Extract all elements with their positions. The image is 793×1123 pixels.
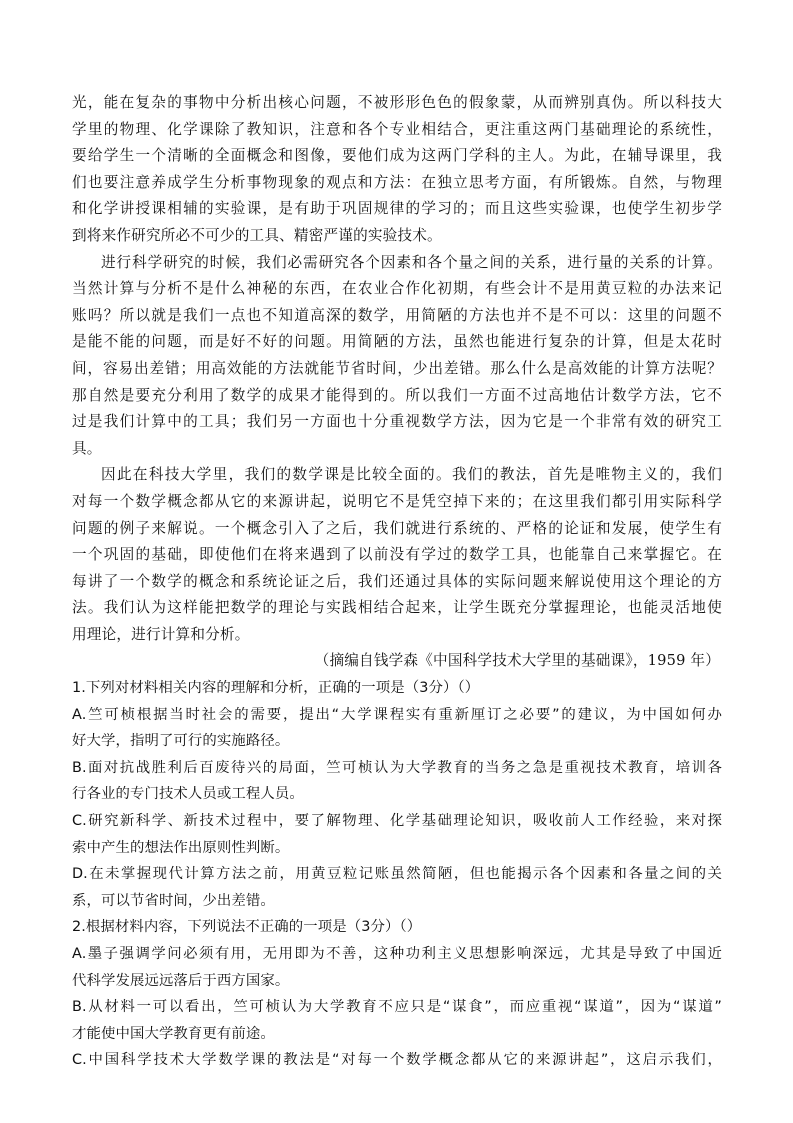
option-c-line: C.研究新科学、新技术过程中，要了解物理、化学基础理论知识，吸收前人工作经验，来对探 bbox=[72, 813, 722, 830]
option-c-line: C.中国科学技术大学数学课的教法是“对每一个数学概念都从它的来源讲起”，这启示我们， bbox=[72, 1052, 722, 1069]
question-1 bbox=[72, 675, 722, 914]
option-b-line: B.从材料一可以看出，竺可桢认为大学教育不应只是“谋食”，而应重视“谋道”，因为“谋道” bbox=[72, 999, 722, 1016]
text-line: 到将来作研究所必不可少的工具、精密严谨的实验技术。 bbox=[72, 226, 442, 244]
text-line: 每讲了一个数学的概念和系统论证之后，我们还通过具体的实际问题来解说使用这个理论的方 bbox=[72, 572, 722, 590]
text-line: 要给学生一个清晰的全面概念和图像，要他们成为这两门学科的主人。为此，在辅导课里，我 bbox=[72, 147, 722, 165]
document-page bbox=[72, 90, 722, 1074]
option-a-line: A.墨子强调学问必须有用，无用即为不善，这种功利主义思想影响深远，尤其是导致了中国近 bbox=[72, 946, 722, 962]
option-a-line: A.竺可桢根据当时社会的需要，提出“大学课程实有重新厘订之必要”的建议，为中国如何办 bbox=[72, 706, 722, 723]
text-line: 账吗？所以就是我们一点也不知道高深的数学，用简陋的方法也并不是不可以：这里的问题不 bbox=[72, 306, 722, 324]
option-b-line: 才能使中国大学教育更有前途。 bbox=[72, 1025, 275, 1042]
option-a-line: 好大学，指明了可行的实施路径。 bbox=[72, 733, 290, 750]
option-d-line: 系，可以节省时间，少出差错。 bbox=[72, 892, 275, 909]
text-line: 那自然是要充分利用了数学的成果才能得到的。所以我们一方面不过高地估计数学方法，它不 bbox=[72, 386, 722, 404]
paragraph-2 bbox=[72, 250, 722, 463]
text-line: 当然计算与分析不是什么神秘的东西，在农业合作化初期，有些会计不是用黄豆粒的办法来记 bbox=[72, 280, 722, 298]
option-b-line: 行各业的专门技术人员或工程人员。 bbox=[72, 786, 304, 803]
option-d-line: D.在未掌握现代计算方法之前，用黄豆粒记账虽然简陋，但也能揭示各个因素和各量之间的关 bbox=[72, 866, 722, 883]
option-c-line: 索中产生的想法作出原则性判断。 bbox=[72, 839, 290, 856]
text-line: 具。 bbox=[72, 439, 102, 457]
paragraph-3 bbox=[72, 462, 722, 648]
paragraph-1 bbox=[72, 90, 722, 250]
text-line: 进行科学研究的时候，我们必需研究各个因素和各个量之间的关系，进行量的关系的计算。 bbox=[101, 253, 722, 271]
text-line: 对每一个数学概念都从它的来源讲起，说明它不是凭空掉下来的；在这里我们都引用实际科学 bbox=[72, 492, 722, 510]
text-line: 间，容易出差错；用高效能的方法就能节省时间，少出差错。那么什么是高效能的计算方法呢？ bbox=[72, 359, 722, 377]
question-stem: 2.根据材料内容，下列说法不正确的一项是（3分）（） bbox=[72, 919, 422, 936]
text-line: 和化学讲授课相辅的实验课，是有助于巩固规律的学习的；而且这些实验课，也使学生初步学 bbox=[72, 200, 722, 218]
question-2 bbox=[72, 914, 722, 1074]
text-line: 因此在科技大学里，我们的数学课是比较全面的。我们的教法，首先是唯物主义的，我们 bbox=[101, 466, 722, 484]
text-line: 学里的物理、化学课除了教知识，注意和各个专业相结合，更注重这两门基础理论的系统性， bbox=[72, 120, 722, 138]
text-line: 们也要注意养成学生分析事物现象的观点和方法：在独立思考方面，有所锻炼。自然，与物理 bbox=[72, 173, 722, 191]
text-line: 是能不能的问题，而是好不好的问题。用简陋的方法，虽然也能进行复杂的计算，但是太花时 bbox=[72, 333, 722, 351]
text-line: 一个巩固的基础，即使他们在将来遇到了以前没有学过的数学工具，也能靠自己来掌握它。在 bbox=[72, 546, 722, 564]
text-line: 过是我们计算中的工具；我们另一方面也十分重视数学方法，因为它是一个非常有效的研究工 bbox=[72, 413, 722, 431]
text-line: 问题的例子来解说。一个概念引入了之后，我们就进行系统的、严格的论证和发展，使学生有 bbox=[72, 519, 722, 537]
question-stem: 1.下列对材料相关内容的理解和分析，正确的一项是（3分）（） bbox=[72, 680, 480, 697]
text-line: 光，能在复杂的事物中分析出核心问题，不被形形色色的假象蒙，从而辨别真伪。所以科技大 bbox=[72, 94, 722, 111]
text-line: 用理论，进行计算和分析。 bbox=[72, 625, 250, 643]
option-a-line: 代科学发展远远落后于西方国家。 bbox=[72, 972, 290, 989]
source-citation: （摘编自钱学森《中国科学技术大学里的基础课》，1959 年） bbox=[314, 652, 720, 670]
text-line: 法。我们认为这样能把数学的理论与实践相结合起来，让学生既充分掌握理论，也能灵活地使 bbox=[72, 599, 722, 617]
option-b-line: B.面对抗战胜利后百废待兴的局面，竺可桢认为大学教育的当务之急是重视技术教育，培训各 bbox=[72, 759, 722, 776]
